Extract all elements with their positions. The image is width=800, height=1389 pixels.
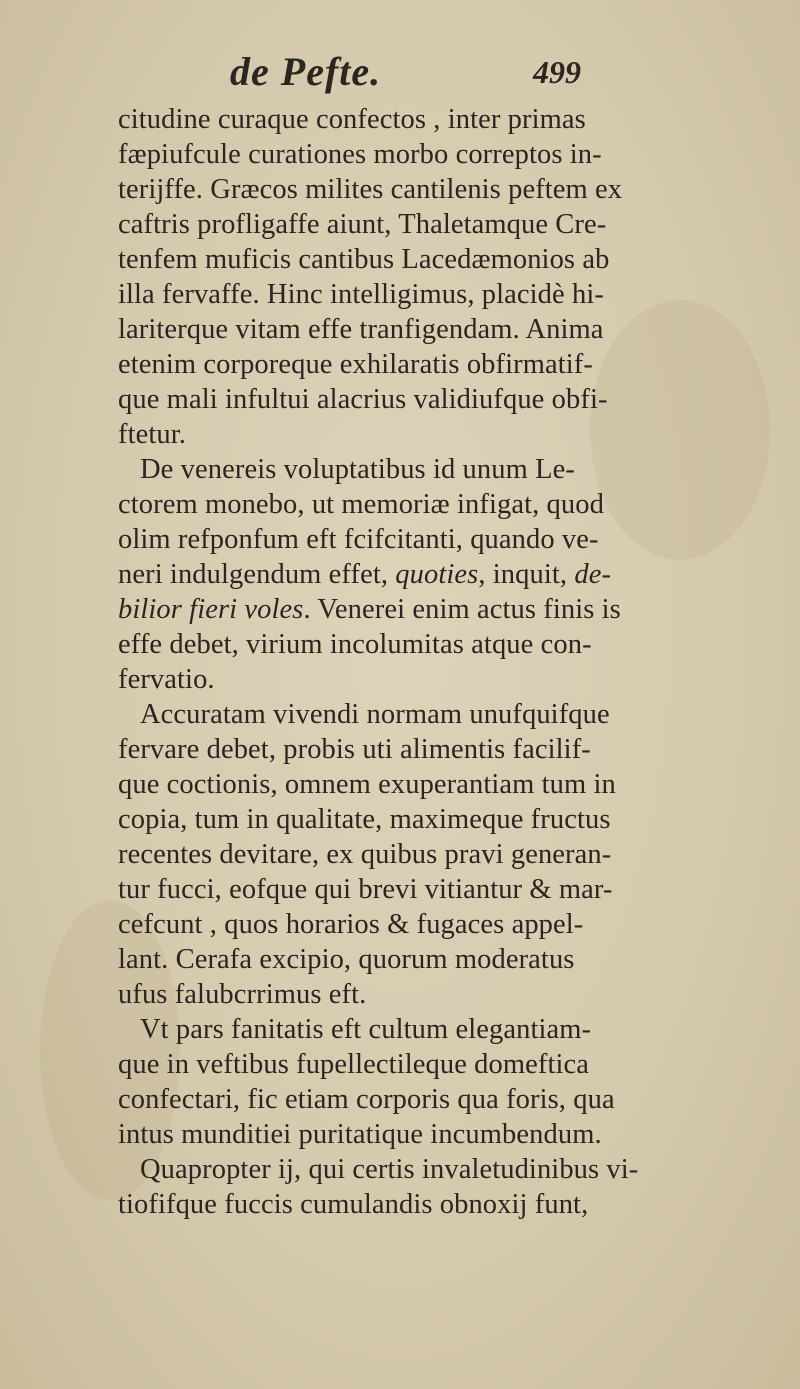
text-line [118, 347, 638, 382]
line-text: De venereis voluptatibus id unum Le- [140, 454, 575, 485]
text-line [118, 732, 638, 767]
line-text: caftris profligaffe aiunt, Thaletamque Cre- [118, 209, 607, 240]
text-line [118, 277, 638, 312]
text-line [118, 242, 638, 277]
text-line [118, 557, 638, 592]
line-text: illa fervaffe. Hinc intelligimus, placidè hi- [118, 279, 604, 310]
line-text: . Venerei enim actus finis is [303, 594, 621, 625]
line-text: tur fucci, eofque qui brevi vitiantur & mar- [118, 874, 613, 905]
text-line [118, 487, 638, 522]
line-text: lariterque vitam effe tranfigendam. Anima [118, 314, 604, 345]
line-text: que mali infultui alacrius validiufque obfi- [118, 384, 608, 415]
line-text: olim refponfum eft fcifcitanti, quando ve- [118, 524, 599, 555]
text-line [118, 1117, 638, 1152]
line-text: cefcunt , quos horarios & fugaces appel- [118, 909, 584, 940]
line-text: citudine curaque confectos , inter primas [118, 104, 586, 135]
text-line [118, 872, 638, 907]
line-text: tiofifque fuccis cumulandis obnoxij funt, [118, 1189, 589, 1220]
running-head-title: de Pefte. [230, 49, 382, 94]
italic-text: bilior fieri voles [118, 594, 304, 625]
text-line [118, 452, 638, 487]
text-line [118, 1047, 638, 1082]
text-line [118, 907, 638, 942]
text-line [118, 137, 638, 172]
body-text [118, 102, 638, 1222]
line-text: fervare debet, probis uti alimentis facilif- [118, 734, 591, 765]
text-line [118, 1082, 638, 1117]
line-text: ftetur. [118, 419, 186, 450]
italic-text: de- [574, 559, 612, 590]
text-line [118, 802, 638, 837]
text-line [118, 697, 638, 732]
text-line [118, 767, 638, 802]
text-line [118, 837, 638, 872]
text-line [118, 312, 638, 347]
text-line [118, 662, 638, 697]
line-text: ctorem monebo, ut memoriæ infigat, quod [118, 489, 604, 520]
line-text: neri indulgendum effet, [118, 559, 396, 590]
line-text: fervatio. [118, 664, 215, 695]
line-text: etenim corporeque exhilaratis obfirmatif- [118, 349, 593, 380]
line-text: que in veftibus fupellectileque domeftica [118, 1049, 590, 1080]
text-line [118, 102, 638, 137]
text-line [118, 382, 638, 417]
line-text: ufus falubcrrimus eft. [118, 979, 367, 1010]
text-line [118, 627, 638, 662]
line-text: lant. Cerafa excipio, quorum moderatus [118, 944, 575, 975]
line-text: effe debet, virium incolumitas atque con- [118, 629, 592, 660]
line-text: , inquit, [478, 559, 575, 590]
line-text: intus munditiei puritatique incumbendum. [118, 1119, 602, 1150]
text-line [118, 417, 638, 452]
line-text: Accuratam vivendi normam unufquifque [140, 699, 610, 730]
text-line [118, 592, 638, 627]
text-line [118, 207, 638, 242]
line-text: copia, tum in qualitate, maximeque fructus [118, 804, 611, 835]
italic-text: quoties [395, 559, 479, 590]
line-text: que coctionis, omnem exuperantiam tum in [118, 769, 616, 800]
line-text: terijffe. Græcos milites cantilenis peftem ex [118, 174, 623, 205]
text-line [118, 942, 638, 977]
line-text: fæpiufcule curationes morbo correptos in- [118, 139, 602, 170]
text-line [118, 1152, 638, 1187]
text-line [118, 1187, 638, 1222]
line-text: tenfem muficis cantibus Lacedæmonios ab [118, 244, 610, 275]
page-number: 499 [533, 54, 581, 90]
running-head [0, 38, 800, 98]
text-line [118, 1012, 638, 1047]
line-text: Quapropter ij, qui certis invaletudinibus vi- [140, 1154, 638, 1185]
line-text: confectari, fic etiam corporis qua foris, qua [118, 1084, 615, 1115]
text-line [118, 172, 638, 207]
text-line [118, 977, 638, 1012]
line-text: recentes devitare, ex quibus pravi generan- [118, 839, 612, 870]
line-text: Vt pars fanitatis eft cultum elegantiam- [140, 1014, 592, 1045]
text-line [118, 522, 638, 557]
